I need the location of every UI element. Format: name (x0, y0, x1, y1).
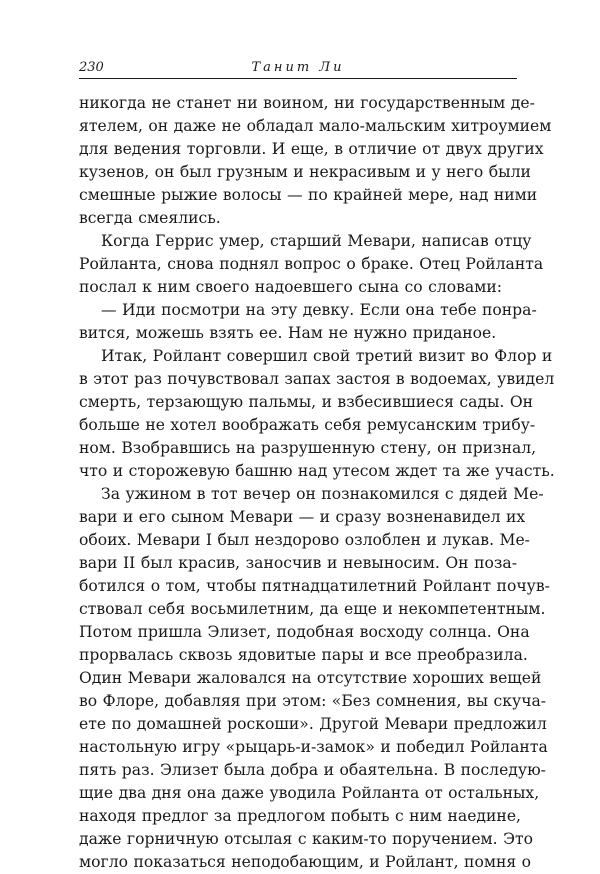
text-line: вари II был красив, заносчив и невыносим. Он поза- (79, 554, 517, 572)
text-line: Потом пришла Элизет, подобная восходу солнца. Она (79, 623, 530, 641)
text-line: во Флоре, добавляя при этом: «Без сомнения, вы скуча- (79, 692, 547, 710)
text-line: За ужином в тот вечер он познакомился с дядей Ме- (101, 485, 544, 503)
text-line: вари и его сыном Мевари — и сразу возненавидел их (79, 508, 526, 526)
text-line: что и сторожевую башню над утесом ждет та же участь. (79, 462, 555, 480)
text-line: ете по домашней роскоши». Другой Мевари предложил (79, 715, 547, 733)
text-line: послал к ним своего надоевшего сына со словами: (79, 278, 502, 296)
text-line: Один Мевари жаловался на отсутствие хороших вещей (79, 669, 542, 687)
text-line: больше не хотел воображать себя ремусанским трибу- (79, 416, 536, 434)
text-line: Итак, Ройлант совершил свой третий визит во Флор и (101, 347, 553, 365)
text-line: обоих. Мевари I был нездорово озлоблен и лукав. Ме- (79, 531, 530, 549)
text-line: для ведения торговли. И еще, в отличие от двух других (79, 140, 544, 158)
text-line: Когда Геррис умер, старший Мевари, написав отцу (101, 232, 532, 250)
text-line: в этот раз почувствовал запах застоя в водоемах, увидел (79, 370, 555, 388)
text-line: пять раз. Элизет была добра и обаятельна. В последую- (79, 761, 546, 779)
text-line: кузенов, он был грузным и некрасивым и у него были (79, 163, 531, 181)
body-text (79, 92, 555, 874)
text-line: настольную игру «рыцарь-и-замок» и победил Ройланта (79, 738, 548, 756)
text-line: могло показаться неподобающим, и Ройлант, помня о (79, 853, 532, 871)
text-line: никогда не станет ни воином, ни государственным де- (79, 94, 535, 112)
text-line: всегда смеялись. (79, 209, 221, 227)
text-line: прорвалась сквозь ядовитые пары и все преобразила. (79, 646, 528, 664)
text-line: Ройланта, снова поднял вопрос о браке. Отец Ройланта (79, 255, 544, 273)
text-line: щие два дня она даже уводила Ройланта от остальных, (79, 784, 540, 802)
text-line: даже горничную отсылая с каким-то поручением. Это (79, 830, 534, 848)
text-line: вится, можешь взять ее. Нам не нужно приданое. (79, 324, 497, 342)
text-line: ствовал себя восьмилетним, да еще и некомпетентным. (79, 600, 546, 618)
text-line: — Иди посмотри на эту девку. Если она тебе понра- (101, 301, 537, 319)
text-line: ятелем, он даже не обладал мало-мальским хитроумием (79, 117, 552, 135)
page-number: 230 (79, 60, 104, 75)
text-line: смерть, терзающую пальмы, и взбесившиеся сады. Он (79, 393, 534, 411)
text-line: ном. Взобравшись на разрушенную стену, он признал, (79, 439, 537, 457)
text-line: смешные рыжие волосы — по крайней мере, над ними (79, 186, 538, 204)
text-line: находя предлог за предлогом побыть с ним наедине, (79, 807, 522, 825)
running-header (79, 60, 517, 79)
text-line: ботился о том, чтобы пятнадцатилетний Ройлант почув- (79, 577, 550, 595)
running-title: Танит Ли (251, 60, 345, 75)
